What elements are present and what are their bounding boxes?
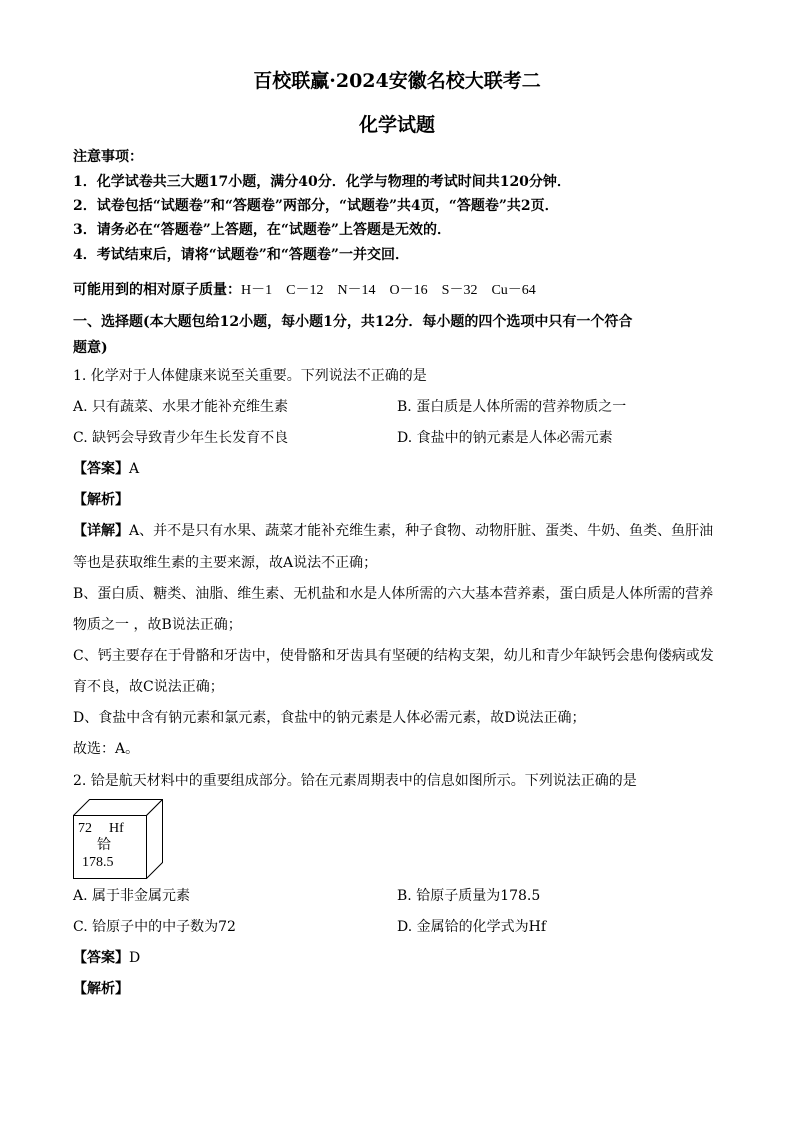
answer-tag: 【答案】 — [73, 461, 129, 477]
question-1-option-d: D. 食盐中的钠元素是人体必需元素 — [397, 430, 613, 446]
section-heading-cont: 题意) — [73, 340, 108, 356]
element-atomic-number: 72 — [78, 821, 92, 836]
question-2-answer — [73, 949, 140, 967]
atomic-mass-label: 可能用到的相对原子质量： — [73, 282, 241, 298]
answer-tag: 【答案】 — [73, 950, 129, 966]
exam-title: 百校联赢·2024安徽名校大联考二 — [253, 70, 541, 92]
section-heading: 一、选择题(本大题包给12小题，每小题1分，共12分．每小题的四个选项中只有一个符合 — [73, 314, 633, 330]
question-1-detail-line: 等也是获取维生素的主要来源，故A说法不正确； — [73, 555, 378, 571]
note-item: 3．请务必在“答题卷”上答题，在“试题卷”上答题是无效的． — [73, 222, 451, 238]
notes-heading: 注意事项： — [73, 149, 143, 165]
question-1-detail-line: 故选：A。 — [73, 741, 140, 757]
question-2-option-d: D. 金属铪的化学式为Hf — [397, 919, 547, 935]
question-1-stem: 1. 化学对于人体健康来说至关重要。下列说法不正确的是 — [73, 368, 427, 384]
element-mass: 178.5 — [82, 855, 114, 870]
exam-subject: 化学试题 — [358, 114, 435, 136]
question-1-detail-line: 育不良，故C说法正确； — [73, 679, 224, 695]
question-1-detail-line: C、钙主要存在于骨骼和牙齿中，使骨骼和牙齿具有坚硬的结构支架，幼儿和青少年缺钙会患佝偻病或发 — [73, 648, 714, 664]
element-name: 铪 — [97, 838, 111, 853]
question-1-detail-line: 物质之一 ，故B说法正确； — [73, 617, 242, 633]
question-1-detail-line: B、蛋白质、糖类、油脂、维生素、无机盐和水是人体所需的六大基本营养素，蛋白质是人体所需的营养 — [73, 586, 714, 602]
atomic-mass-line — [73, 281, 536, 300]
question-2-option-a: A. 属于非金属元素 — [73, 888, 191, 904]
question-1-analysis-tag: 【解析】 — [73, 492, 129, 508]
element-symbol: Hf — [109, 821, 124, 836]
question-2-stem: 2. 铪是航天材料中的重要组成部分。铪在元素周期表中的信息如图所示。下列说法正确的是 — [73, 773, 637, 789]
question-2-option-b: B. 铪原子质量为178.5 — [397, 888, 541, 904]
note-item: 1．化学试卷共三大题17小题，满分40分．化学与物理的考试时间共120分钟． — [73, 174, 571, 190]
question-1-detail-line — [73, 522, 713, 540]
question-1-answer — [73, 460, 139, 478]
question-1-detail-line: D、食盐中含有钠元素和氯元素，食盐中的钠元素是人体必需元素，故D说法正确； — [73, 710, 586, 726]
question-2-option-c: C. 铪原子中的中子数为72 — [73, 919, 236, 935]
question-1-option-c: C. 缺钙会导致青少年生长发育不良 — [73, 430, 289, 446]
note-item: 2．试卷包括“试题卷”和“答题卷”两部分，“试题卷”共4页，“答题卷”共2页． — [73, 198, 559, 214]
detail-tag: 【详解】 — [73, 523, 129, 539]
question-1-option-b: B. 蛋白质是人体所需的营养物质之一 — [397, 399, 627, 415]
answer-value: A — [129, 461, 140, 477]
detail-text: A、并不是只有水果、蔬菜才能补充维生素，种子食物、动物肝脏、蛋类、牛奶、鱼类、鱼肝油 — [129, 523, 714, 539]
question-1-option-a: A. 只有蔬菜、水果才能补充维生素 — [73, 399, 289, 415]
question-2-analysis-tag: 【解析】 — [73, 981, 129, 997]
answer-value: D — [129, 950, 141, 966]
element-card-hf — [73, 799, 163, 879]
note-item: 4．考试结束后，请将“试题卷”和“答题卷”一并交回． — [73, 247, 409, 263]
atomic-mass-values: H－1 C－12 N－14 O－16 S－32 Cu－64 — [241, 283, 536, 298]
